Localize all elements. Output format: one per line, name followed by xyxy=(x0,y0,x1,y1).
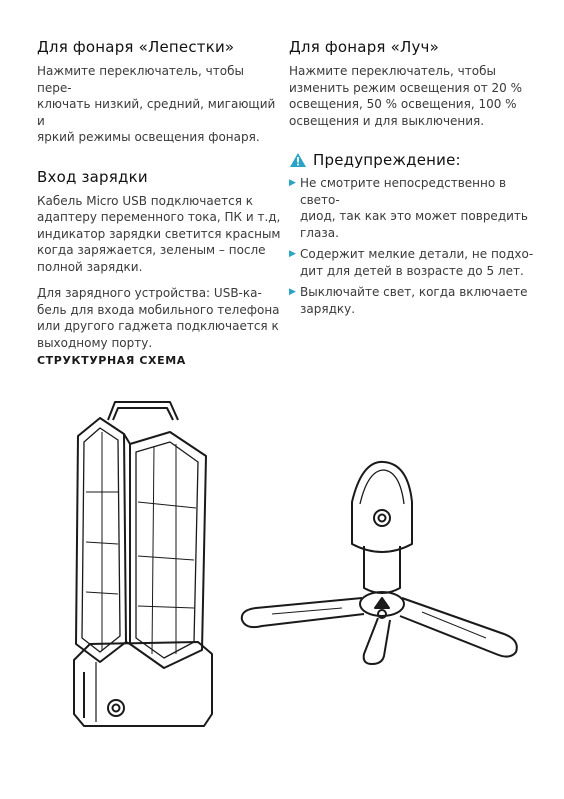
charging-title: Вход зарядки xyxy=(37,167,148,186)
lantern-drawing xyxy=(60,392,232,732)
warning-header xyxy=(289,151,539,169)
petals-title: Для фонаря «Лепестки» xyxy=(37,38,235,56)
warning-item: ▶ Выключайте свет, когда включаете зарядку. xyxy=(289,285,528,316)
warning-title: Предупреждение: xyxy=(313,151,461,169)
left-column xyxy=(37,38,282,373)
petals-section xyxy=(37,38,282,146)
warning-item: ▶ Не смотрите непосредственно в свето- диод, так как это может повредить глаза. xyxy=(289,176,528,240)
warning-triangle-icon xyxy=(289,152,307,168)
right-column xyxy=(289,38,539,339)
tripod-stand-drawing xyxy=(232,458,524,668)
ray-section xyxy=(289,38,539,129)
ray-text: Нажмите переключатель, чтобы изменить режим освещения от 20 % освещения, 50 % освещения, 100 % освещения и для выключения. xyxy=(289,64,523,128)
warning-item: ▶ Содержит мелкие детали, не подхо- дит для детей в возрасте до 5 лет. xyxy=(289,247,534,278)
triangle-bullet-icon: ▶ xyxy=(289,249,296,259)
triangle-bullet-icon: ▶ xyxy=(289,287,296,297)
triangle-bullet-icon: ▶ xyxy=(289,178,296,188)
charger-text: Для зарядного устройства: USB-ка- бель для входа мобильного телефона или другого гаджета подключается к выходному порту. xyxy=(37,286,280,350)
petals-text: Нажмите переключатель, чтобы пере- ключать низкий, средний, мигающий и яркий режимы освещения фонаря. xyxy=(37,64,276,144)
charging-section xyxy=(37,168,282,352)
ray-title: Для фонаря «Луч» xyxy=(289,38,439,56)
charging-text: Кабель Micro USB подключается к адаптеру переменного тока, ПК и т.д, индикатор зарядки светится красным когда заряжается, зеленым – после полной зарядки. xyxy=(37,193,281,274)
structure-diagram-title: СТРУКТУРНАЯ СХЕМА xyxy=(37,354,186,367)
warning-section xyxy=(289,151,539,317)
